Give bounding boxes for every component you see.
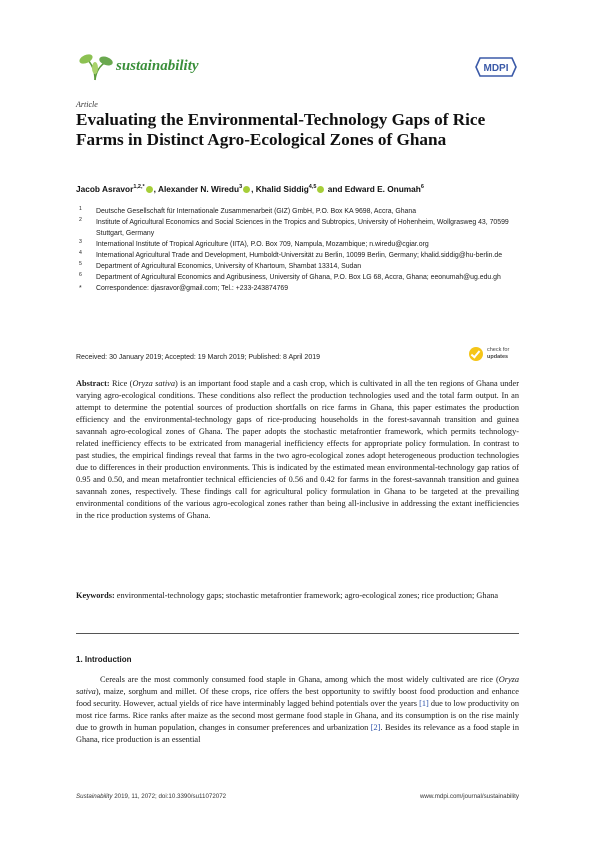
affiliation-number: 5	[79, 261, 82, 267]
affiliation-text: Deutsche Gesellschaft für Internationale Zusammenarbeit (GIZ) GmbH, P.O. Box KA 9698, Accra, Ghana	[96, 208, 417, 215]
keywords	[76, 590, 519, 602]
check-updates-line2: updates	[487, 354, 509, 360]
author-separator: ,	[251, 184, 256, 194]
abstract-text: ) is an important food staple and a cash crop, which is cultivated in all the ten regions of Ghana under varying agro-ecological conditions. These conditions also reflect the production technologies used and the total farm output. In an attempt to determine the potential sources of production shortfalls on rice farms in Ghana, this paper estimates the production efficiency and the environmental-technology gaps of rice-producing households in the forest-savannah transition and guinea savannah agro-ecological zones of Ghana. The paper adopts the stochastic metafrontier framework, which permits technology-related inefficiency effects to be extricated from managerial inefficiency effects for appropriate policy formulation. In contrast to past studies, the empirical findings reveal that farms in the two agro-ecological zones adopt heterogeneous production technologies due to differences in their production environments. This is indicated by the estimated mean environmental-technology gap ratios of 0.95 and 0.50, and mean metafrontier technical efficiencies of 0.56 and 0.42 for farms in the forest-savannah transition and guinea savannah zones, respectively. These findings call for agricultural policy formulation in Ghana to be targeted at the prevailing environmental conditions of the various agro-ecological zones rather than being all-inclusive in addressing the extant inefficiencies in the rice production systems of Ghana.	[76, 379, 519, 520]
affiliation-text: Department of Agricultural Economics, University of Khartoum, Shambat 13314, Sudan	[96, 263, 362, 270]
keywords-text: environmental-technology gaps; stochastic metafrontier framework; agro-ecological zones; rice production; Ghana	[114, 591, 499, 600]
article-type: Article	[76, 100, 98, 109]
author-separator: ,	[153, 184, 158, 194]
affiliation-text: Institute of Agricultural Economics and Social Sciences in the Tropics and Subtropics, University of Hohenheim, Wollgrasweg 43, 70599 Stuttgart, Germany	[96, 219, 509, 237]
affiliation-item	[76, 261, 526, 272]
body-text: Cereals are the most commonly consumed food staple in Ghana, among which the most widely cultivated are rice (	[100, 675, 499, 684]
affiliation-number: 6	[79, 272, 82, 278]
affiliation-number: 3	[79, 239, 82, 245]
section-heading: 1. Introduction	[76, 655, 132, 664]
check-updates-line1: check for	[487, 347, 510, 353]
affiliation-text: Department of Agricultural Economics and Agribusiness, University of Ghana, P.O. Box LG 68, Accra, Ghana; eeonumah@ug.edu.gh	[96, 274, 501, 281]
footer-url[interactable]: www.mdpi.com/journal/sustainability	[419, 793, 519, 800]
section-divider	[76, 633, 519, 634]
author-name[interactable]: Jacob Asravor	[76, 184, 134, 194]
citation-link[interactable]: [2]	[370, 723, 381, 732]
abstract-text: Rice (	[109, 379, 133, 388]
abstract	[76, 378, 519, 522]
correspondence-mark: *	[79, 285, 82, 292]
orcid-icon[interactable]	[317, 186, 324, 193]
correspondence-item	[76, 283, 526, 294]
author-conjunction: and	[325, 184, 345, 194]
affiliation-item	[76, 217, 526, 239]
body-paragraph	[76, 674, 519, 746]
author-affil-sup: 6	[420, 184, 424, 191]
check-updates-icon	[469, 347, 483, 361]
article-title: Evaluating the Environmental-Technology Gaps of Rice Farms in Distinct Agro-Ecological Zones of Ghana	[76, 110, 486, 149]
affiliation-item	[76, 206, 526, 217]
citation-link[interactable]: [1]	[419, 699, 429, 708]
affiliation-item	[76, 250, 526, 261]
affiliation-text: International Agricultural Trade and Development, Humboldt-Universität zu Berlin, 10099 Berlin, Germany; khalid.siddig@hu-berlin.de	[96, 252, 503, 259]
abstract-label: Abstract:	[76, 379, 110, 388]
affiliation-list	[76, 206, 526, 294]
affiliation-text: International Institute of Tropical Agriculture (IITA), P.O. Box 709, Nampula, Mozambique; n.wiredu@cgiar.org	[96, 241, 429, 248]
affiliation-number: 2	[79, 217, 82, 223]
footer-citation	[76, 793, 226, 800]
journal-name: sustainability	[116, 58, 199, 74]
affiliation-number: 4	[79, 250, 82, 256]
check-updates-label	[487, 347, 509, 361]
author-list	[76, 184, 424, 194]
author-affil-sup: 4,5	[308, 184, 317, 191]
footer-doi[interactable]: 2019, 11, 2072; doi:10.3390/su11072072	[112, 793, 227, 800]
author-name[interactable]: Alexander N. Wiredu	[157, 184, 240, 194]
abstract-italic: Oryza sativa	[132, 379, 175, 388]
author-affil-sup: 3	[239, 184, 243, 191]
publication-dates: Received: 30 January 2019; Accepted: 19 March 2019; Published: 8 April 2019	[76, 354, 320, 361]
check-for-updates-button[interactable]	[467, 345, 523, 365]
body-text: . Besides its relevance as a food staple in Ghana, rice production is an essential	[76, 723, 519, 744]
author-affil-sup: 1,2,*	[133, 184, 145, 191]
affiliation-item	[76, 239, 526, 250]
orcid-icon[interactable]	[146, 186, 153, 193]
mdpi-logo-text: MDPI	[483, 63, 509, 74]
affiliation-item	[76, 272, 526, 283]
mdpi-logo-icon	[474, 56, 518, 78]
footer-journal: Sustainability	[76, 793, 113, 800]
body-text: ), maize, sorghum and millet. Of these crops, rice offers the best opportunity to swiftly boost food production and enhance food security. However, actual yields of rice have interminably lagged behind potentials over the years	[76, 687, 519, 708]
author-name[interactable]: Khalid Siddig	[255, 184, 309, 194]
affiliation-number: 1	[79, 206, 82, 212]
body-text: due to low productivity on most rice farms. Rice ranks after maize as the second most germane food staple in Ghana, and its consumption is on the rise mainly due to growth in human population, changes in consumer preferences and urbanization	[76, 699, 519, 732]
keywords-label: Keywords:	[76, 591, 115, 600]
journal-logo-icon	[76, 52, 114, 82]
orcid-icon[interactable]	[243, 186, 250, 193]
correspondence-text[interactable]: Correspondence: djasravor@gmail.com; Tel.: +233-243874769	[96, 285, 289, 292]
body-italic: Oryza sativa	[76, 675, 519, 696]
author-name[interactable]: Edward E. Onumah	[344, 184, 421, 194]
